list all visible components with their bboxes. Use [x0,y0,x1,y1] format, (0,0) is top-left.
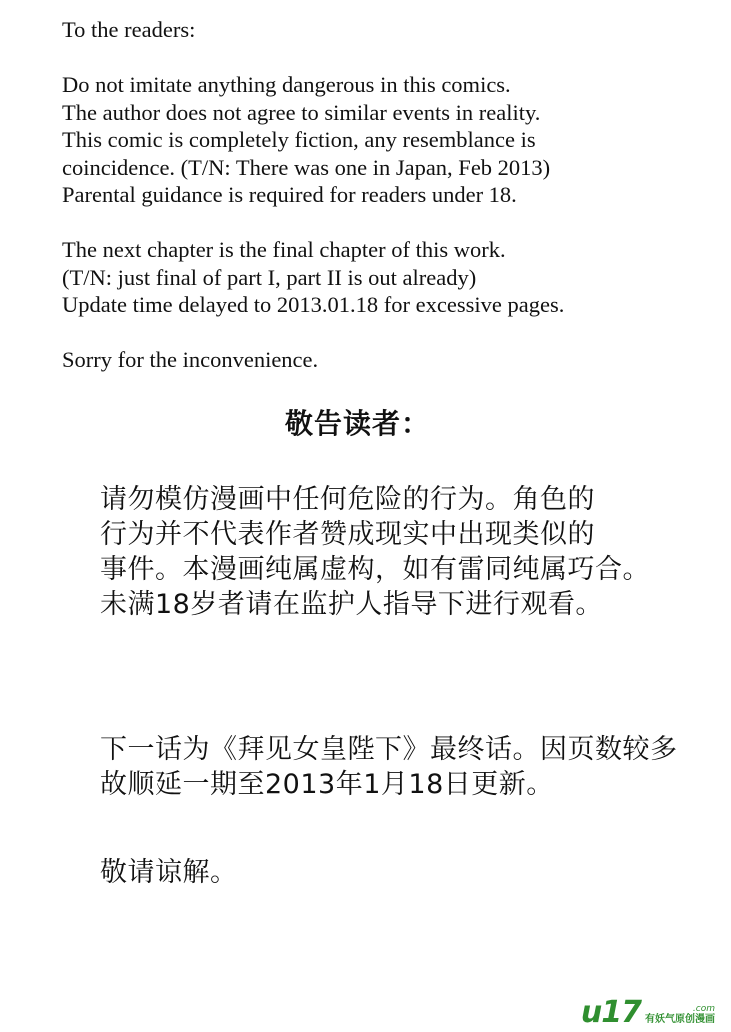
chinese-line: 敬请谅解。 [100,857,238,888]
english-line: coincidence. (T/N: There was one in Japan, Feb 2013) [62,154,551,180]
u17-watermark-logo [580,995,715,1030]
line-gap [62,44,722,72]
logo-mark: u17 [580,995,641,1030]
chinese-closing [100,855,720,890]
english-line: To the readers: [62,17,196,42]
english-line: This comic is completely fiction, any resemblance is [62,127,536,152]
chinese-line: 事件。本漫画纯属虚构，如有雷同纯属巧合。 [100,554,650,585]
english-notice [62,16,722,374]
logo-slogan: 有妖气原创漫画 [645,1014,715,1025]
logo-side [645,1005,715,1026]
english-line: Update time delayed to 2013.01.18 for excessive pages. [62,292,565,317]
english-line: Sorry for the inconvenience. [62,347,319,372]
english-line: The next chapter is the final chapter of this work. [62,237,506,262]
line-gap [62,319,722,347]
chinese-line: 故顺延一期至2013年1月18日更新。 [100,769,554,800]
chinese-paragraph-warning [100,482,720,622]
chinese-paragraph-schedule [100,732,720,802]
chinese-line: 下一话为《拜见女皇陛下》最终话。因页数较多 [100,734,678,765]
logo-domain: .com [692,1004,715,1014]
chinese-title: 敬告读者： [285,407,431,440]
english-line: Do not imitate anything dangerous in this comics. [62,72,511,97]
english-line: (T/N: just final of part I, part II is out already) [62,264,477,290]
english-line: The author does not agree to similar events in reality. [62,99,541,125]
chinese-line: 未满18岁者请在监护人指导下进行观看。 [100,589,603,620]
chinese-line: 行为并不代表作者赞成现实中出现类似的 [100,519,595,550]
english-line: Parental guidance is required for readers under 18. [62,182,517,207]
line-gap [62,209,722,237]
chinese-line: 请勿模仿漫画中任何危险的行为。角色的 [100,484,595,515]
